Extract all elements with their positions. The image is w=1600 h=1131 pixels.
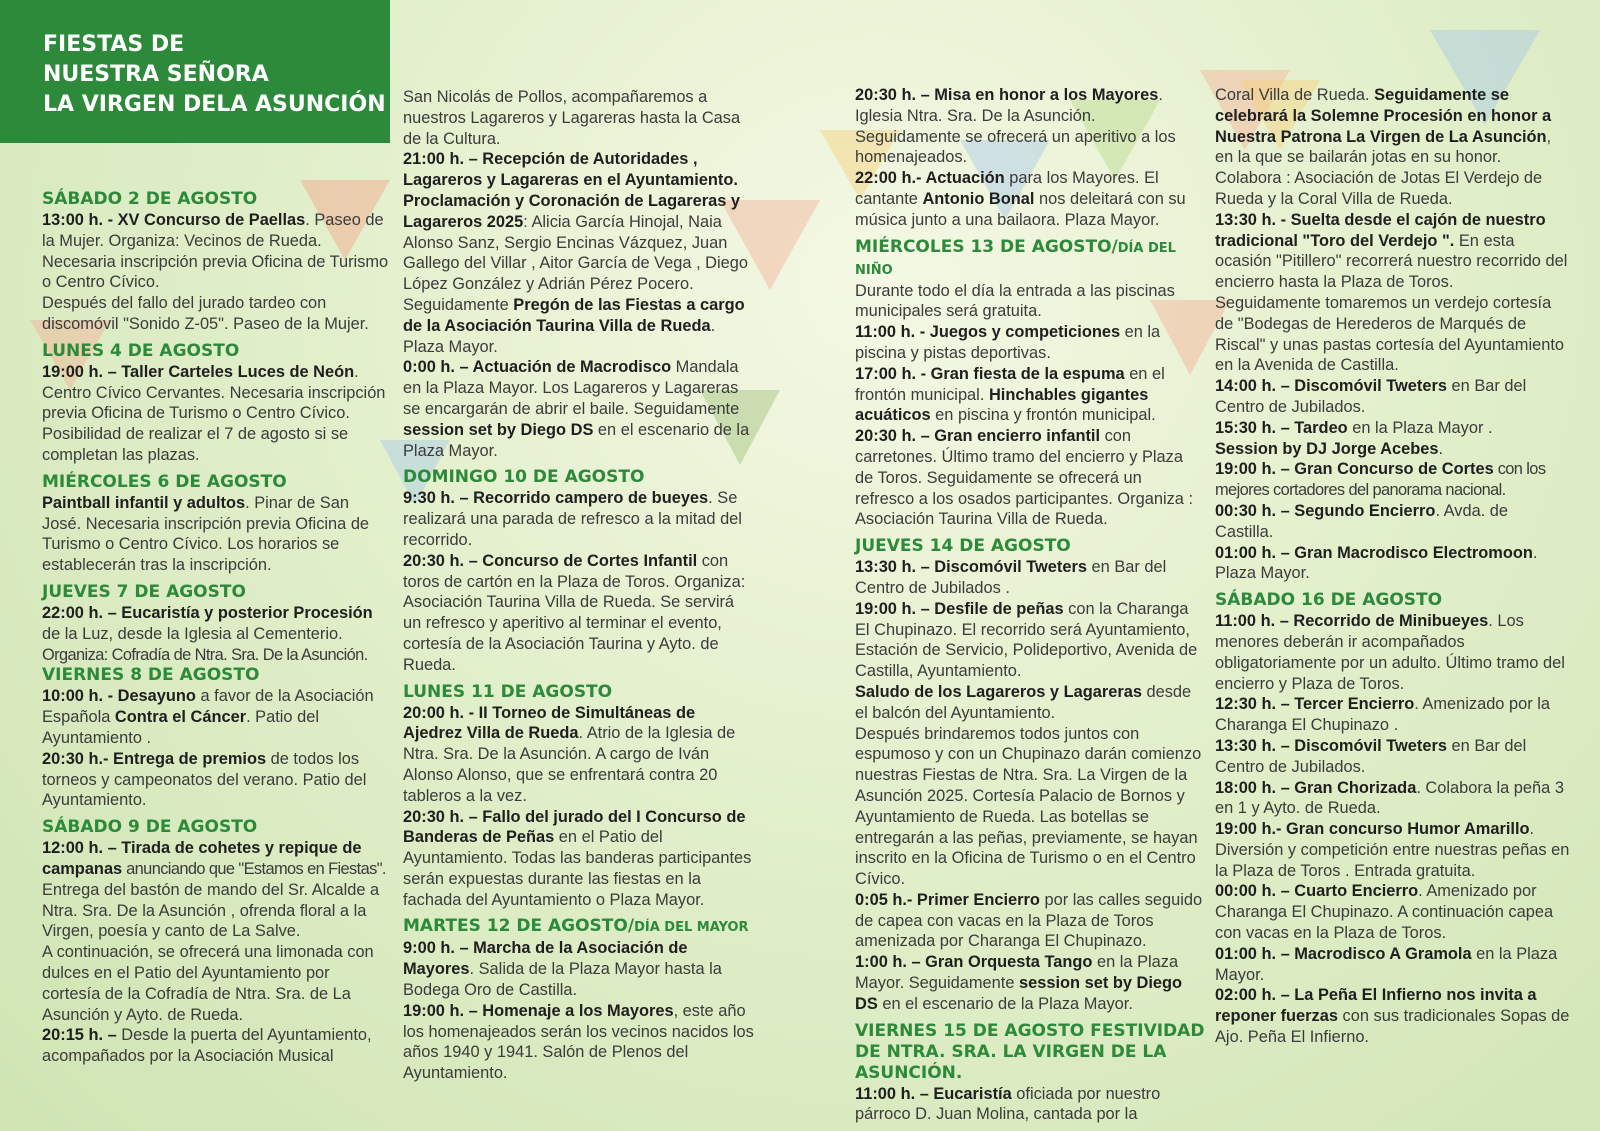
event-item: 15:30 h. – Tardeo en la Plaza Mayor . bbox=[1215, 418, 1493, 437]
event-item: 19:00 h.- Gran concurso Humor Amarillo. Diversión y competición entre nuestras peñas en la Plaza de Toros . Entrada gratuita. bbox=[1215, 820, 1570, 880]
event-item: 20:30 h. – Misa en honor a los Mayores. Iglesia Ntra. Sra. De la Asunción. Seguidamente se ofrecerá un aperitivo a los homenajeados. bbox=[855, 86, 1176, 167]
day-heading: VIERNES 8 DE AGOSTO bbox=[42, 665, 260, 686]
event-item: 20:00 h. - II Torneo de Simultáneas de Ajedrez Villa de Rueda. Atrio de la Iglesia de Ntra. Sra. De la Asunción. A cargo de Iván Alonso Alonso, que se enfrentará contra 20 tableros a la vez. bbox=[403, 703, 736, 805]
event-item: 19:00 h. – Taller Carteles Luces de Neón. Centro Cívico Cervantes. Necesaria inscripción previa Oficina de Turismo o Centro Cívico. Posibilidad de realizar el 7 de agosto si se completan las plazas. bbox=[42, 362, 386, 464]
event-item: Coral Villa de Rueda. Seguidamente se celebrará la Solemne Procesión en honor a Nuestra Patrona La Virgen de La Asunción, en la que se bailarán jotas en su honor. Colabora : Asociación de Jotas El Verdejo de Rueda y la Coral Villa de Rueda. bbox=[1215, 86, 1552, 208]
event-item: Paintball infantil y adultos. Pinar de San José. Necesaria inscripción previa Oficina de Turismo o Centro Cívico. Los horarios se establecerán tras la inscripción. bbox=[42, 493, 370, 575]
event-item: 19:00 h. – Homenaje a los Mayores, este año los homenajeados serán los vecinos nacidos los años 1940 y 1941. Salón de Plenos del Ayuntamiento. bbox=[403, 1001, 754, 1083]
event-item: 14:00 h. – Discomóvil Tweters en Bar del Centro de Jubilados. bbox=[1215, 377, 1527, 416]
event-item: San Nicolás de Pollos, acompañaremos a nuestros Lagareros y Lagareras hasta la Casa de la Cultura. bbox=[403, 88, 741, 148]
day-heading: LUNES 4 DE AGOSTO bbox=[42, 340, 240, 361]
event-item: 9:30 h. – Recorrido campero de bueyes. Se realizará una parada de refresco a la mitad del recorrido. bbox=[403, 489, 742, 549]
day-heading: SÁBADO 16 DE AGOSTO bbox=[1215, 590, 1443, 611]
event-item: 17:00 h. - Gran fiesta de la espuma en el frontón municipal. Hinchables gigantes acuáticos en piscina y frontón municipal. bbox=[855, 364, 1165, 425]
event-item: 19:00 h. – Desfile de peñas con la Charanga El Chupinazo. El recorrido será Ayuntamiento, Estación de Servicio, Polideportivo, Avenida de Castilla, Ayuntamiento. bbox=[855, 599, 1198, 681]
event-item: 20:30 h.- Entrega de premios de todos los torneos y campeonatos del verano. Patio del Ayuntamiento. bbox=[42, 749, 367, 810]
event-item: 20:30 h. – Gran encierro infantil con carretones. Último tramo del encierro y Plaza de Toros. Seguidamente se ofrecerá un refresco a los osados participantes. Organiza : Asociación Taurina Villa de Rueda. bbox=[855, 427, 1194, 529]
event-item: 02:00 h. – La Peña El Infierno nos invita a reponer fuerzas con sus tradicionales Sopas de Ajo. Peña El Infierno. bbox=[1215, 986, 1570, 1047]
event-item: 13:00 h. - XV Concurso de Paellas. Paseo de la Mujer. Organiza: Vecinos de Rueda. Necesaria inscripción previa Oficina de Turismo o Centro Cívico. bbox=[42, 211, 389, 292]
event-item: 22:00 h.- Actuación para los Mayores. El cantante Antonio Bonal nos deleitará con su música junto a una bailaora. Plaza Mayor. bbox=[855, 169, 1186, 229]
event-item: 20:30 h. – Fallo del jurado del I Concurso de Banderas de Peñas en el Patio del Ayuntamiento. Todas las banderas participantes serán expuestas durante las fiestas en la fachada del Ayuntamiento o Plaza Mayor. bbox=[403, 807, 752, 909]
event-item: 22:00 h. – Eucaristía y posterior Procesión de la Luz, desde la Iglesia al Cementerio. bbox=[42, 603, 373, 643]
event-item: 0:00 h. – Actuación de Macrodisco Mandala en la Plaza Mayor. Los Lagareros y Lagareras se encargarán de abrir el baile. Seguidamente session set by Diego DS en el escenario de la Plaza Mayor. bbox=[403, 358, 750, 460]
day-heading: JUEVES 14 DE AGOSTO bbox=[855, 536, 1071, 557]
event-item: 0:05 h.- Primer Encierro por las calles seguido de capea con vacas en la Plaza de Toros amenizada por Charanga El Chupinazo. bbox=[855, 890, 1203, 951]
event-item: 00:00 h. – Cuarto Encierro. Amenizado por Charanga El Chupinazo. A continuación capea con vacas en la Plaza de Toros. bbox=[1215, 882, 1554, 943]
column-1 bbox=[42, 189, 392, 1067]
event-item: 13:30 h. – Discomóvil Tweters en Bar del Centro de Jubilados . bbox=[855, 558, 1167, 597]
event-item: Session by DJ Jorge Acebes. bbox=[1215, 439, 1444, 458]
event-item: Después del fallo del jurado tardeo con discomóvil "Sonido Z-05". Paseo de la Mujer. bbox=[42, 294, 369, 333]
event-item: 11:00 h. – Recorrido de Minibueyes. Los menores deberán ir acompañados obligatoriamente por un adulto. Último tramo del encierro y Plaza de Toros. bbox=[1215, 612, 1565, 693]
day-heading: MARTES 12 DE AGOSTO/DÍA DEL MAYOR bbox=[403, 916, 749, 937]
day-heading: VIERNES 15 DE AGOSTO FESTIVIDAD DE NTRA. SRA. LA VIRGEN DE LA ASUNCIÓN. bbox=[855, 1020, 1205, 1083]
event-item: 00:30 h. – Segundo Encierro. Avda. de Castilla. bbox=[1215, 501, 1509, 541]
event-item: 11:00 h. – Eucaristía oficiada por nuestro párroco D. Juan Molina, cantada por la bbox=[855, 1084, 1161, 1124]
event-item: 19:00 h. – Gran Concurso de Cortes con los mejores cortadores del panorama nacional. bbox=[1215, 460, 1546, 500]
event-item: Entrega del bastón de mando del Sr. Alcalde a Ntra. Sra. De la Asunción , ofrenda floral a la Virgen, poesía y canto de La Salve. bbox=[42, 880, 380, 941]
event-item: 9:00 h. – Marcha de la Asociación de Mayores. Salida de la Plaza Mayor hasta la Bodega Oro de Castilla. bbox=[403, 939, 722, 1000]
column-4 bbox=[1215, 85, 1570, 1048]
event-item: 13:30 h. – Discomóvil Tweters en Bar del Centro de Jubilados. bbox=[1215, 736, 1527, 776]
event-item: 01:00 h. – Macrodisco A Gramola en la Plaza Mayor. bbox=[1215, 944, 1558, 984]
event-item: 10:00 h. - Desayuno a favor de la Asociación Española Contra el Cáncer. Patio del Ayuntamiento . bbox=[42, 687, 374, 747]
day-heading: LUNES 11 DE AGOSTO bbox=[403, 681, 613, 702]
event-item: 12:00 h. – Tirada de cohetes y repique de campanas anunciando que "Estamos en Fiestas". bbox=[42, 839, 386, 878]
day-heading: SÁBADO 9 DE AGOSTO bbox=[42, 817, 258, 838]
column-3 bbox=[855, 85, 1205, 1125]
title-line-3: LA VIRGEN DELA ASUNCIÓN bbox=[43, 92, 386, 117]
festival-title-block bbox=[0, 0, 390, 143]
event-item: 11:00 h. - Juegos y competiciones en la piscina y pistas deportivas. bbox=[855, 323, 1161, 362]
event-item: 20:15 h. – Desde la puerta del Ayuntamiento, acompañados por la Asociación Musical bbox=[42, 1026, 372, 1066]
event-item: Después brindaremos todos juntos con espumoso y con un Chupinazo darán comienzo nuestras Fiestas de Ntra. Sra. La Virgen de la Asunción 2025. Cortesía Palacio de Bornos y Ayuntamiento de Rueda. Las botellas se entregarán a las peñas, previamente, se hayan inscrito en la Oficina de Turismo o en el Centro Cívico. bbox=[855, 724, 1202, 889]
day-heading: JUEVES 7 DE AGOSTO bbox=[42, 581, 246, 602]
event-item: 1:00 h. – Gran Orquesta Tango en la Plaza Mayor. Seguidamente session set by Diego DS en el escenario de la Plaza Mayor. bbox=[855, 953, 1183, 1013]
event-item: A continuación, se ofrecerá una limonada con dulces en el Patio del Ayuntamiento por cortesía de la Cofradía de Ntra. Sra. de La Asunción y Ayto. de Rueda. bbox=[42, 943, 374, 1024]
event-item: 01:00 h. – Gran Macrodisco Electromoon. Plaza Mayor. bbox=[1215, 543, 1538, 583]
day-heading: SÁBADO 2 DE AGOSTO bbox=[42, 189, 258, 209]
event-item: 20:30 h. – Concurso de Cortes Infantil con toros de cartón en la Plaza de Toros. Organiza: Asociación Taurina Villa de Rueda. Se servirá un refresco y aperitivo al terminar el evento, cortesía de la Asociación Taurina y Ayto. de Rueda. bbox=[403, 551, 746, 674]
event-item: Seguidamente Pregón de las Fiestas a cargo de la Asociación Taurina Villa de Rueda. Plaza Mayor. bbox=[403, 295, 745, 356]
event-item: Seguidamente tomaremos un verdejo cortesía de "Bodegas de Herederos de Marqués de Riscal" y unas pastas cortesía del Ayuntamiento en la Avenida de Castilla. bbox=[1215, 293, 1564, 375]
title-line-2: NUESTRA SEÑORA bbox=[43, 62, 269, 87]
event-item: Saludo de los Lagareros y Lagareras desde el balcón del Ayuntamiento. bbox=[855, 682, 1192, 722]
event-item: 21:00 h. – Recepción de Autoridades , Lagareros y Lagareras en el Ayuntamiento. Proclamación y Coronación de Lagareras y Lagareros 2025: Alicia García Hinojal, Naia Alonso Sanz, Sergio Encinas Vázquez, Juan Gallego del Villar , Aitor García de Vega , Diego López González y Adrián Pérez Pocero. bbox=[403, 150, 749, 294]
event-item: 13:30 h. - Suelta desde el cajón de nuestro tradicional "Toro del Verdejo ". En esta ocasión "Pitillero" recorrerá nuestro recorrido del encierro hasta la Plaza de Toros. bbox=[1215, 210, 1568, 292]
day-heading: MIÉRCOLES 6 DE AGOSTO bbox=[42, 471, 287, 492]
event-item: 12:30 h. – Tercer Encierro. Amenizado por la Charanga El Chupinazo . bbox=[1215, 695, 1550, 735]
day-heading: DOMINGO 10 DE AGOSTO bbox=[403, 467, 645, 488]
event-item: Durante todo el día la entrada a las piscinas municipales será gratuita. bbox=[855, 281, 1175, 321]
title-line-1: FIESTAS DE bbox=[43, 32, 185, 57]
day-heading: MIÉRCOLES 13 DE AGOSTO/DÍA DEL NIÑO bbox=[855, 236, 1176, 278]
event-item: Organiza: Cofradía de Ntra. Sra. De la Asunción. bbox=[42, 645, 368, 664]
event-item: 18:00 h. – Gran Chorizada. Colabora la peña 3 en 1 y Ayto. de Rueda. bbox=[1215, 778, 1564, 818]
column-2 bbox=[403, 87, 755, 1084]
